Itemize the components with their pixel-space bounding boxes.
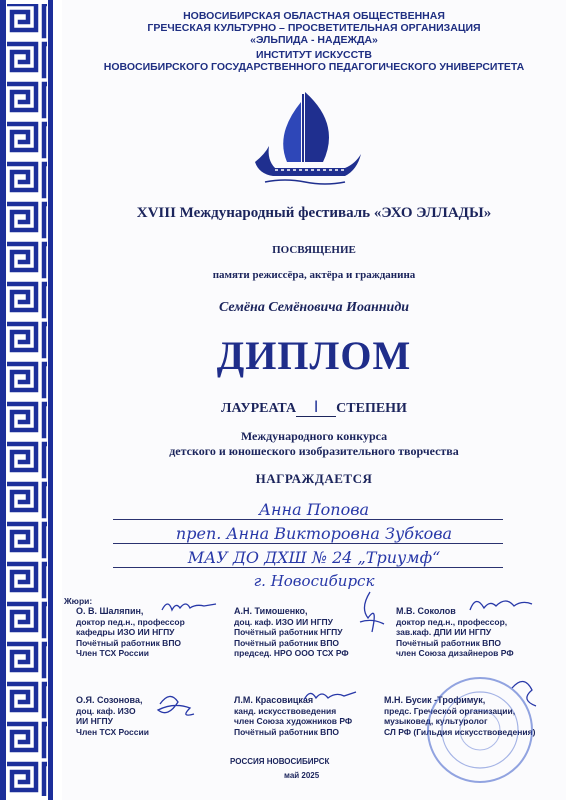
school-name: МАУ ДО ДХШ № 24 „Триумф“: [187, 548, 441, 567]
signature-1-icon: [160, 596, 220, 618]
festival-title: XVIII Международный фестиваль «ЭХО ЭЛЛАДЫ»: [136, 205, 492, 221]
institute-line2: НОВОСИБИРСКОГО ГОСУДАРСТВЕННОГО ПЕДАГОГИЧЕСКОГО УНИВЕРСИТЕТА: [103, 61, 525, 73]
signature-5-icon: [300, 686, 360, 706]
jury-member-line: кафедры ИЗО ИИ НГПУ: [76, 627, 175, 637]
jury-member-line: музыковед, культуролог: [384, 716, 488, 726]
awarded-label: НАГРАЖДАЕТСЯ: [255, 471, 373, 486]
jury-member-4: [76, 695, 149, 737]
jury-member-line: Член ТСХ России: [76, 726, 149, 737]
jury-member-line: доц. каф. ИЗО ИИ НГПУ: [234, 616, 333, 627]
greek-ship-icon: [245, 84, 365, 189]
jury-member-line: зав.каф. ДПИ ИИ НГПУ: [396, 627, 492, 637]
footer-date: май 2025: [284, 771, 320, 780]
jury-member-line: ИИ НГПУ: [76, 716, 113, 726]
laureate-suffix: СТЕПЕНИ: [336, 401, 407, 416]
jury-member-line: Почётный работник ВПО: [234, 726, 340, 737]
jury-member-line: член Союза художников РФ: [234, 716, 353, 726]
jury-member-line: Почётный работник ВПО: [76, 637, 182, 648]
signature-4-icon: [150, 684, 210, 724]
signature-2-icon: [350, 588, 390, 636]
jury-member-line: предс. Греческой организации,: [384, 705, 516, 716]
laureate-degree: I: [296, 397, 336, 417]
signature-3-icon: [466, 590, 536, 620]
contest-line1: Международного конкурса: [240, 429, 388, 443]
jury-member-name: М.Н. Бусик -Трофимук,: [384, 695, 486, 705]
diploma-title: ДИПЛОМ: [216, 333, 412, 378]
jury-member-name: М.В. Соколов: [396, 606, 456, 616]
institute-line1: ИНСТИТУТ ИСКУССТВ: [256, 49, 372, 61]
jury-member-line: член Союза дизайнеров РФ: [396, 648, 514, 658]
jury-member-line: председ. НРО ООО ТСХ РФ: [234, 648, 349, 658]
recipient-underline: [113, 519, 503, 520]
jury-member-line: Почётный работник ВПО: [396, 637, 502, 648]
org-name-line1: НОВОСИБИРСКАЯ ОБЛАСТНАЯ ОБЩЕСТВЕННАЯ: [183, 10, 445, 22]
jury-member-line: доц. каф. ИЗО: [76, 705, 136, 716]
footer-place: РОССИЯ НОВОСИБИРСК: [230, 757, 330, 766]
dedication-name: Семёна Семёновича Иоанниди: [218, 300, 410, 315]
jury-member-line: Член ТСХ России: [76, 648, 149, 658]
dedication-title: ПОСВЯЩЕНИЕ: [272, 244, 356, 256]
jury-member-line: доктор пед.н., профессор,: [396, 616, 508, 627]
jury-member-name: А.Н. Тимошенко,: [234, 606, 308, 616]
jury-member-line: канд. искусствоведения: [234, 705, 337, 716]
jury-member-line: доктор пед.н., профессор: [76, 616, 185, 627]
jury-member-2: [234, 606, 349, 659]
school-underline: [113, 567, 503, 568]
jury-member-name: О.Я. Созонова,: [76, 695, 143, 705]
jury-member-line: Почётный работник ВПО: [234, 637, 340, 648]
jury-label: Жюри:: [64, 596, 93, 606]
teacher-underline: [113, 543, 503, 544]
recipient-name: Анна Попова: [258, 500, 370, 519]
laureate-line: [62, 397, 566, 417]
org-name-line2: ГРЕЧЕСКАЯ КУЛЬТУРНО – ПРОСВЕТИТЕЛЬНАЯ ОРГАНИЗАЦИЯ: [147, 22, 481, 34]
laureate-prefix: ЛАУРЕАТА: [221, 401, 297, 416]
dedication-line: памяти режиссёра, актёра и гражданина: [212, 269, 416, 281]
jury-member-name: О. В. Шаляпин,: [76, 606, 144, 616]
city-name: г. Новосибирск: [253, 572, 375, 590]
seal-stamp-icon: [412, 670, 552, 790]
greek-meander-border: [0, 0, 62, 800]
jury-member-name: Л.М. Красовицкая: [234, 695, 314, 705]
contest-line2: детского и юношеского изобразительного творчества: [169, 444, 459, 458]
teacher-name: преп. Анна Викторовна Зубкова: [175, 524, 453, 543]
jury-member-line: СЛ РФ (Гильдия искусствоведения): [384, 726, 536, 737]
org-name-line3: «ЭЛЬПИДА - НАДЕЖДА»: [250, 34, 378, 46]
jury-member-line: Почётный работник НГПУ: [234, 627, 343, 637]
